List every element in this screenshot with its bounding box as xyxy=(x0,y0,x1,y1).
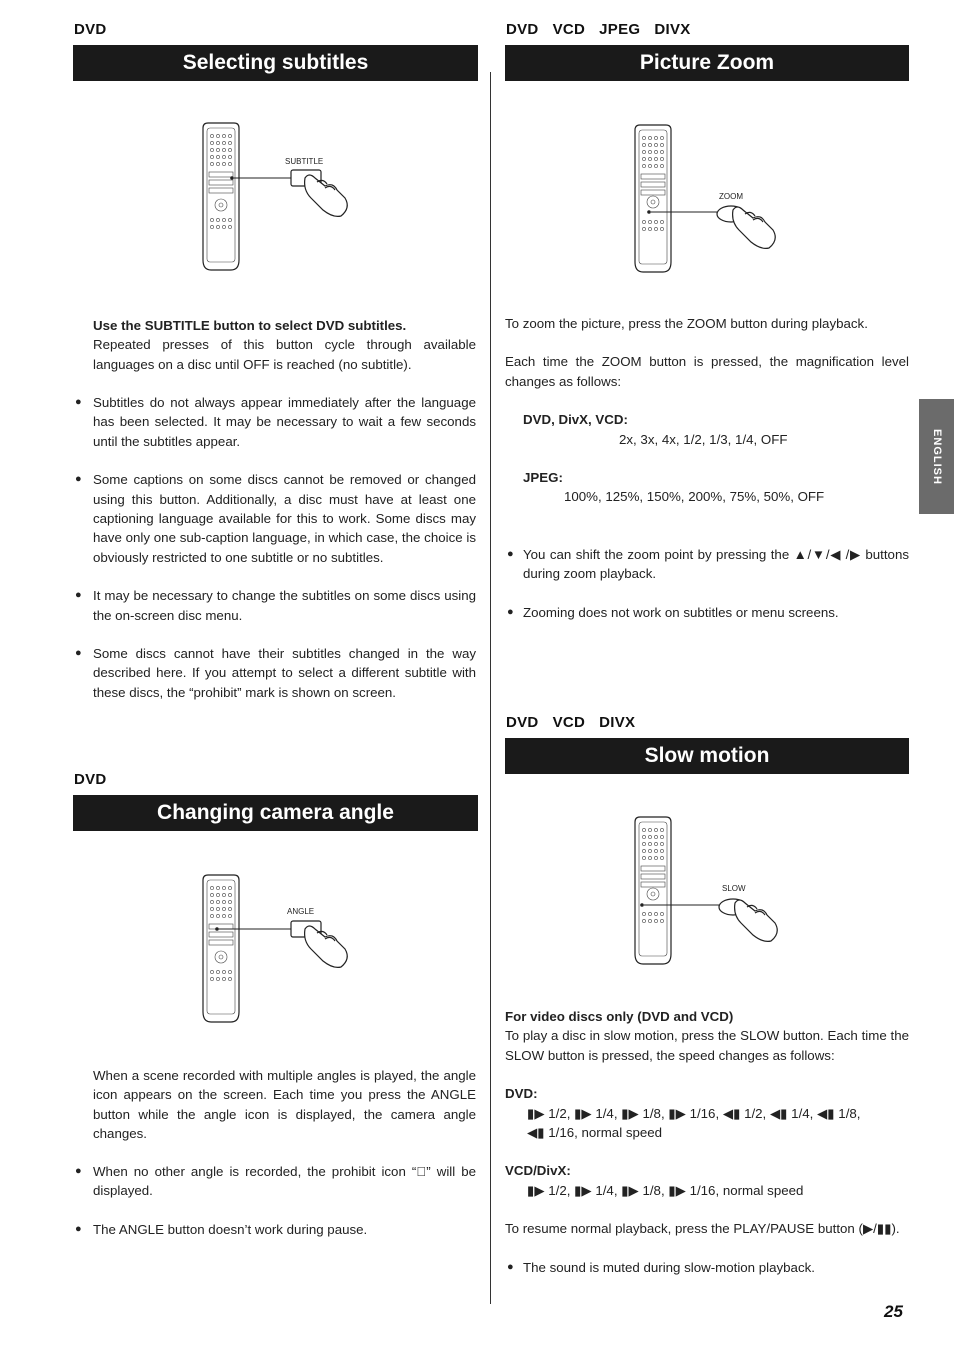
subtitles-intro-bold: Use the SUBTITLE button to select DVD subtitles. xyxy=(93,318,407,333)
hand-pressing-icon xyxy=(291,170,347,216)
column-divider xyxy=(490,72,491,1304)
remote-icon xyxy=(203,875,239,1022)
zoom-p2: Each time the ZOOM button is pressed, the magnification level changes as follows: xyxy=(505,354,909,389)
remote-icon xyxy=(635,817,671,964)
subtitles-intro: Repeated presses of this button cycle through available languages on a disc until OFF is reached (no subtitle). xyxy=(93,337,476,372)
list-item: ● It may be necessary to change the subtitles on some discs using the on-screen disc menu. xyxy=(73,586,476,625)
slow-body xyxy=(505,1007,909,1296)
angle-intro: When a scene recorded with multiple angles is played, the angle icon appears on the screen. Each time you press the ANGLE button while the angle icon is displayed, the camera angle changes. xyxy=(93,1068,476,1142)
remote-icon xyxy=(203,123,239,270)
zoom-dvd-label: DVD, DivX, VCD: xyxy=(523,412,628,428)
slow-dvd-line2: ◀▮ 1/16, normal speed xyxy=(527,1125,663,1141)
zoom-jpeg-label: JPEG: xyxy=(523,470,563,486)
hand-pressing-icon xyxy=(291,921,347,967)
list-item: ● Some captions on some discs cannot be removed or changed using this button. Additionally, a disc must have at least one captioning language available for this to work. Some discs may have only one sub-caption language, in which case, the choice is obviously restricted to one subtitle or no subtitles. xyxy=(73,470,476,567)
slow-button-label: SLOW xyxy=(722,884,746,893)
zoom-jpeg-values: 100%, 125%, 150%, 200%, 75%, 50%, OFF xyxy=(564,489,825,505)
slow-intro: To play a disc in slow motion, press the SLOW button. Each time the SLOW button is pressed, the speed changes as follows: xyxy=(505,1028,909,1063)
zoom-body xyxy=(505,314,909,641)
zoom-button-label: ZOOM xyxy=(719,192,743,201)
language-side-tab-label: ENGLISH xyxy=(930,428,943,485)
hand-pressing-icon xyxy=(717,206,775,248)
slow-resume: To resume normal playback, press the PLAY/PAUSE button (▶/▮▮). xyxy=(505,1221,900,1237)
subtitles-disc-tag: DVD xyxy=(74,21,107,38)
angle-disc-tag: DVD xyxy=(74,771,107,788)
list-item: ● Subtitles do not always appear immediately after the language has been selected. It may be necessary to wait a few seconds until the subtitles appear. xyxy=(73,393,476,451)
slow-title: Slow motion xyxy=(505,738,909,774)
zoom-remote-illustration xyxy=(627,122,797,277)
list-item: ● You can shift the zoom point by pressing the ▲/▼/◀ /▶ buttons during zoom playback. xyxy=(505,545,909,584)
angle-remote-illustration xyxy=(195,872,365,1027)
subtitles-bullets xyxy=(73,393,476,721)
slow-dvd-label: DVD: xyxy=(505,1086,538,1102)
subtitles-title: Selecting subtitles xyxy=(73,45,478,81)
list-item: ● The sound is muted during slow-motion playback. xyxy=(505,1258,909,1277)
angle-title: Changing camera angle xyxy=(73,795,478,831)
list-item: ● The ANGLE button doesn’t work during pause. xyxy=(73,1220,476,1239)
slow-remote-illustration xyxy=(627,814,797,969)
page-number: 25 xyxy=(884,1302,903,1321)
subtitle-button-label: SUBTITLE xyxy=(285,157,324,166)
zoom-title: Picture Zoom xyxy=(505,45,909,81)
list-item: ● Zooming does not work on subtitles or menu screens. xyxy=(505,603,909,622)
slow-bold-intro: For video discs only (DVD and VCD) xyxy=(505,1009,734,1024)
slow-vcd-line: ▮▶ 1/2, ▮▶ 1/4, ▮▶ 1/8, ▮▶ 1/16, normal speed xyxy=(527,1182,804,1198)
angle-button-label: ANGLE xyxy=(287,907,315,916)
language-side-tab xyxy=(919,399,954,514)
zoom-dvd-values: 2x, 3x, 4x, 1/2, 1/3, 1/4, OFF xyxy=(619,431,788,447)
list-item: ● Some discs cannot have their subtitles changed in the way described here. If you attempt to select a different subtitle with these discs, the “prohibit” mark is shown on screen. xyxy=(73,644,476,702)
zoom-p1: To zoom the picture, press the ZOOM button during playback. xyxy=(505,316,868,331)
subtitles-remote-illustration xyxy=(195,120,365,275)
angle-bullets xyxy=(73,1162,476,1258)
remote-icon xyxy=(635,125,671,272)
subtitles-body xyxy=(93,316,476,393)
zoom-disc-tag: DVD VCD JPEG DIVX xyxy=(506,21,691,38)
hand-pressing-icon xyxy=(719,899,777,941)
list-item: ● When no other angle is recorded, the prohibit icon “⃠” will be displayed. xyxy=(73,1162,476,1201)
slow-disc-tag: DVD VCD DIVX xyxy=(506,714,636,731)
slow-vcd-label: VCD/DivX: xyxy=(505,1163,571,1179)
slow-dvd-line1: ▮▶ 1/2, ▮▶ 1/4, ▮▶ 1/8, ▮▶ 1/16, ◀▮ 1/2, ◀▮ 1/4, ◀▮ 1/8, xyxy=(527,1105,861,1121)
